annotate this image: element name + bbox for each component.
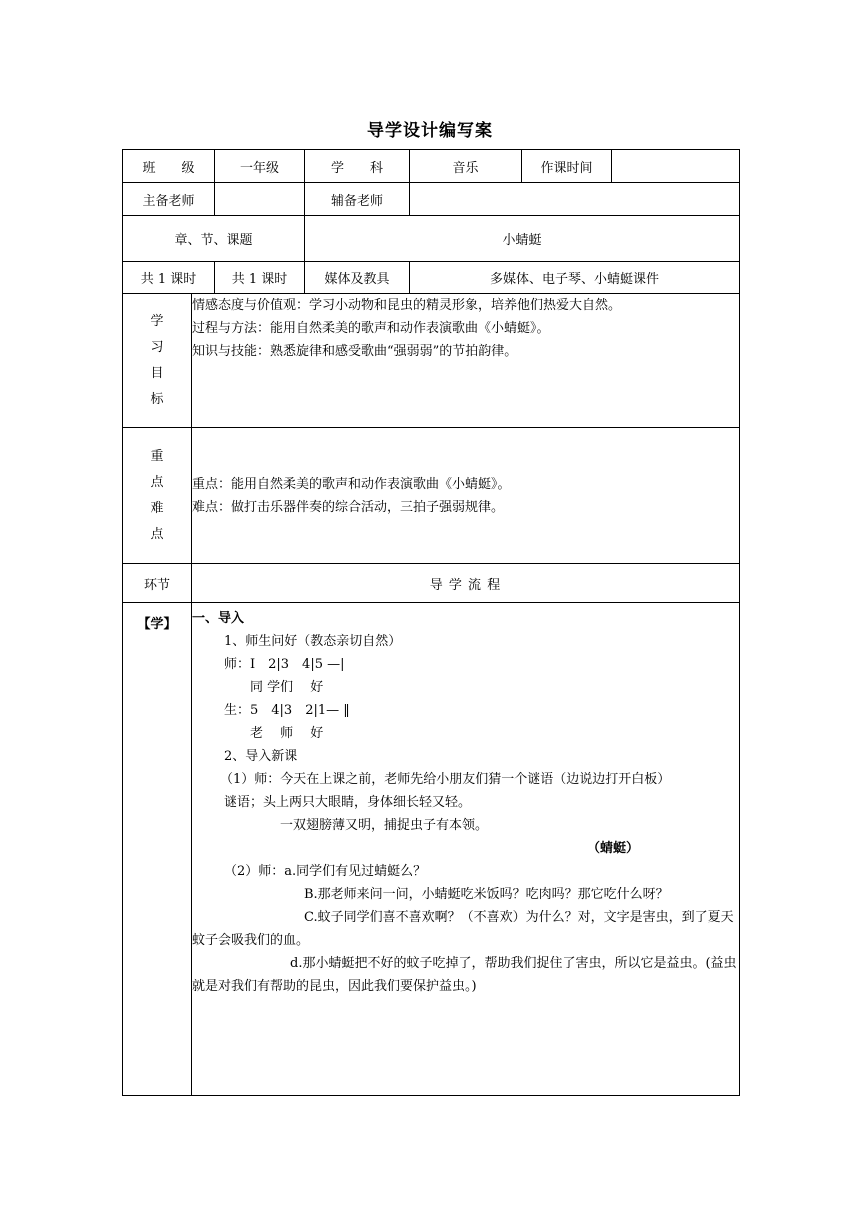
table-row	[123, 183, 740, 216]
flow-line: C.蚊子同学们喜不喜欢啊？（不喜欢）为什么？对，文字是害虫，到了夏天蚊子会吸我们的血。	[192, 910, 734, 948]
aux-teacher-label: 辅备老师	[305, 183, 410, 216]
stage-label-learn: 【学】	[123, 603, 192, 1096]
lesson-time-value	[612, 150, 740, 183]
table-row	[123, 564, 740, 603]
flow-line: 老 师 好	[250, 726, 324, 741]
flow-line: 2、导入新课	[224, 749, 298, 764]
objectives-label: 学 习 目 标	[123, 294, 192, 428]
objective-line: 知识与技能：熟悉旋律和感受歌曲“强弱弱”的节拍韵律。	[192, 344, 518, 359]
flow-line: 师：I 2|3 4|5 —|	[224, 657, 345, 672]
class-label: 班 级	[123, 150, 215, 183]
stage-header: 环节	[123, 564, 192, 603]
topic-label: 章、节、课题	[123, 216, 305, 262]
media-value: 多媒体、电子琴、小蜻蜓课件	[410, 262, 740, 294]
table-row	[123, 603, 740, 1096]
flow-line: 生：5 4|3 2|1— ‖	[224, 703, 350, 718]
table-row	[123, 216, 740, 262]
document-title: 导学设计编写案	[367, 121, 493, 141]
lesson-time-label: 作课时间	[522, 150, 612, 183]
flow-line: （2）师：a.同学们有见过蜻蜓么？	[224, 864, 427, 879]
flow-line: 同 学们 好	[250, 680, 324, 695]
key-points-label: 重 点 难 点	[123, 428, 192, 564]
objective-line: 过程与方法：能用自然柔美的歌声和动作表演歌曲《小蜻蜓》。	[192, 321, 550, 336]
subject-label: 学 科	[305, 150, 410, 183]
main-teacher-label: 主备老师	[123, 183, 215, 216]
process-header: 导 学 流 程	[192, 564, 740, 603]
total-hours: 共 1 课时	[123, 262, 215, 294]
flow-line: 谜语；头上两只大眼睛，身体细长轻又轻。	[224, 795, 472, 810]
flow-line: B.那老师来问一问，小蜻蜓吃米饭吗？吃肉吗？那它吃什么呀？	[304, 887, 669, 902]
class-value: 一年级	[215, 150, 305, 183]
key-point-line: 难点：做打击乐器伴奏的综合活动，三拍子强弱规律。	[192, 499, 505, 515]
lesson-plan-table	[122, 149, 740, 1096]
flow-line: （1）师：今天在上课之前，老师先给小朋友们猜一个谜语（边说边打开白板）	[220, 772, 671, 787]
table-row	[123, 262, 740, 294]
main-teacher-value	[215, 183, 305, 216]
table-row	[123, 294, 740, 428]
flow-heading: 一、导入	[192, 611, 245, 626]
table-row	[123, 428, 740, 564]
media-label: 媒体及教具	[305, 262, 410, 294]
objective-line: 情感态度与价值观：学习小动物和昆虫的精灵形象，培养他们热爱大自然。	[192, 298, 622, 313]
flow-line: 1、师生问好（教态亲切自然）	[224, 634, 402, 649]
key-point-line: 重点：能用自然柔美的歌声和动作表演歌曲《小蜻蜓》。	[192, 476, 511, 492]
aux-teacher-value	[410, 183, 740, 216]
flow-line: d.那小蜻蜓把不好的蚊子吃掉了，帮助我们捉住了害虫，所以它是益虫。(益虫就是对我们有帮助的昆虫，因此我们要保护益虫。)	[192, 956, 737, 994]
table-row	[123, 150, 740, 183]
flow-content	[192, 603, 740, 1096]
topic-value: 小蜻蜓	[305, 216, 740, 262]
objectives-content	[192, 294, 740, 428]
key-points-content	[192, 428, 740, 564]
subject-value: 音乐	[410, 150, 522, 183]
total-hours-secondary: 共 1 课时	[215, 262, 305, 294]
flow-line: （蜻蜓）	[587, 841, 640, 856]
flow-line: 一双翅膀薄又明，捕捉虫子有本领。	[280, 818, 489, 833]
